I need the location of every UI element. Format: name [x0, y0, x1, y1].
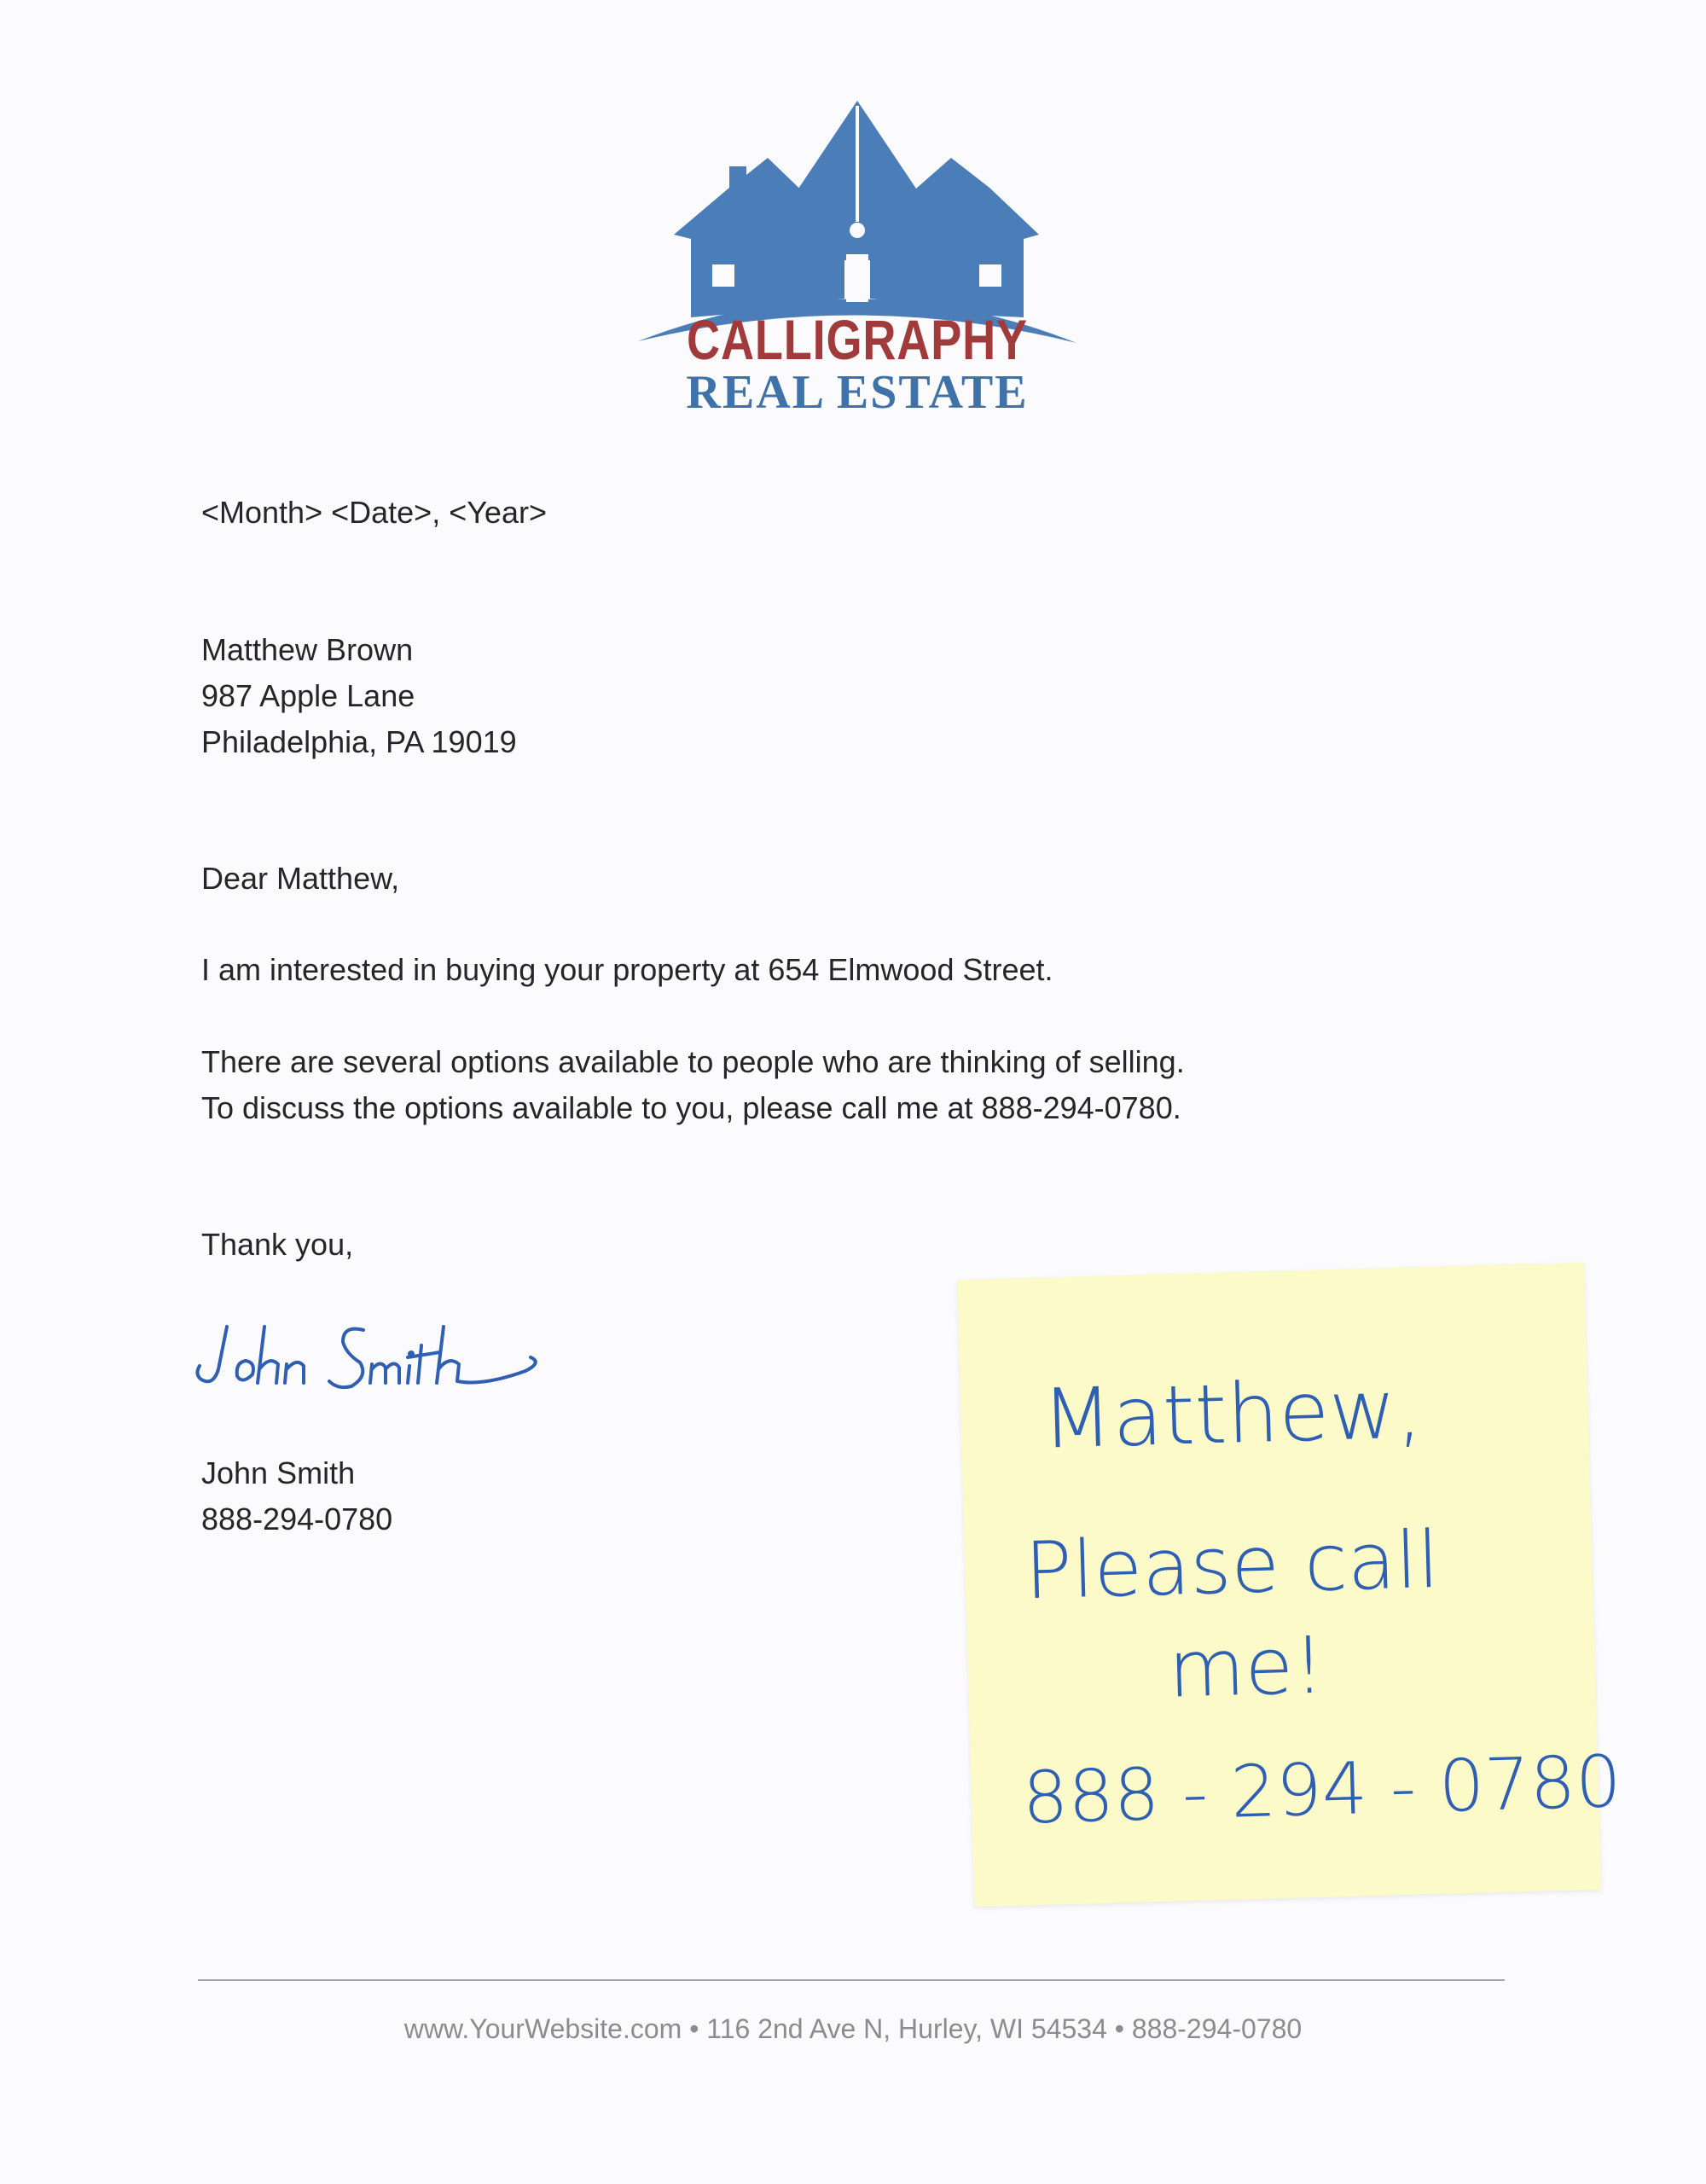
- closing: Thank you,: [201, 1227, 354, 1262]
- paragraph-1: I am interested in buying your property at 654 Elmwood Street.: [201, 952, 1053, 987]
- note-line-matthew: Matthew,: [1040, 1361, 1424, 1467]
- company-logo: [631, 94, 1083, 427]
- sticky-note: [957, 1263, 1622, 1907]
- footer-contact: www.YourWebsite.com • 116 2nd Ave N, Hurley, WI 54534 • 888-294-0780: [403, 2013, 1303, 2044]
- letter-date: <Month> <Date>, <Year>: [201, 495, 547, 530]
- footer-divider: [198, 1979, 1505, 1981]
- handwritten-signature: [193, 1301, 551, 1412]
- sender-name: John Smith: [201, 1455, 356, 1490]
- note-line-please-call: Please call: [1023, 1513, 1441, 1618]
- recipient-city: Philadelphia, PA 19019: [201, 724, 517, 759]
- sender-phone: 888-294-0780: [201, 1502, 393, 1536]
- recipient-street: 987 Apple Lane: [201, 678, 415, 713]
- paragraph-2-line-2: To discuss the options available to you, please call me at 888-294-0780.: [201, 1090, 1181, 1125]
- recipient-name: Matthew Brown: [201, 632, 414, 667]
- logo-wordmark-calligraphy: CALLIGRAPHY: [687, 308, 1028, 371]
- note-line-phone: 888 - 294 - 0780: [1021, 1739, 1622, 1840]
- note-line-me: me!: [1167, 1619, 1326, 1716]
- salutation: Dear Matthew,: [201, 861, 400, 896]
- logo-wordmark-real-estate: REAL ESTATE: [686, 366, 1029, 419]
- paragraph-2-line-1: There are several options available to people who are thinking of selling.: [201, 1044, 1185, 1079]
